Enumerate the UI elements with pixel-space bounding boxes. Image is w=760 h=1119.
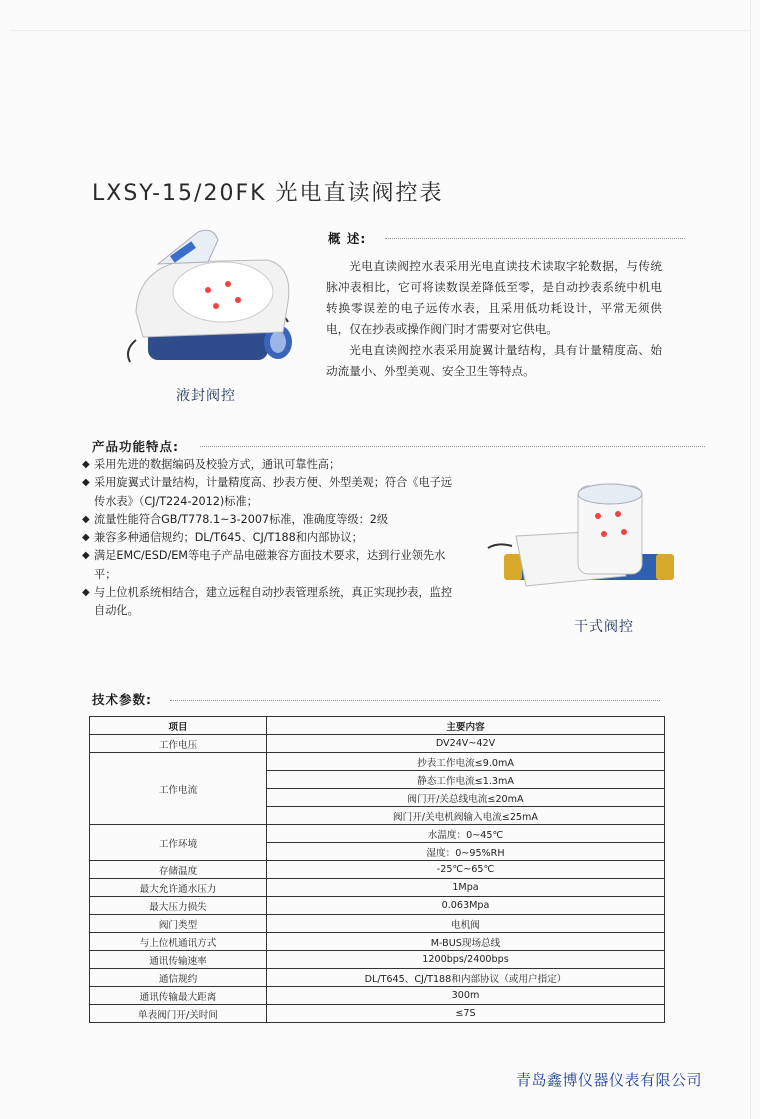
table-row <box>90 987 665 1005</box>
table-row <box>90 915 665 933</box>
overview-paragraph-2: 光电直读阀控水表采用旋翼计量结构，具有计量精度高、始动流量小、外型美观、安全卫生等特点。 <box>326 343 662 378</box>
overview-paragraph-1: 光电直读阀控水表采用光电直读技术读取字轮数据，与传统脉冲表相比，它可将读数误差降低至零，是自动抄表系统中机电转换零误差的电子远传水表，且采用低功耗设计，平常无须供电，仅在抄表或操作阀门时才需要对它供电。 <box>326 259 662 336</box>
diamond-bullet-icon: ◆ <box>82 477 90 489</box>
dry-type-meter-image <box>486 476 682 612</box>
row-label: 存储温度 <box>90 861 267 879</box>
table-row <box>90 951 665 969</box>
diamond-bullet-icon: ◆ <box>82 459 90 470</box>
row-value: 水温度：0~45℃ <box>267 825 665 843</box>
row-label: 工作电压 <box>90 735 267 753</box>
table-row <box>90 1005 665 1023</box>
page-edge <box>750 0 751 1119</box>
overview-heading: 概 述: <box>328 231 367 246</box>
table-row <box>90 897 665 915</box>
col-header-item: 项目 <box>90 717 267 735</box>
row-value: 阀门开/关电机阀输入电流≤25mA <box>267 807 665 825</box>
table-row <box>90 861 665 879</box>
feature-item <box>82 511 462 529</box>
row-label: 通讯传输最大距离 <box>90 987 267 1005</box>
feature-text: 采用旋翼式计量结构，计量精度高、抄表方便、外型美观；符合《电子远传水表》（CJ/T224-2012)标准； <box>94 476 453 508</box>
row-value: 静态工作电流≤1.3mA <box>267 771 665 789</box>
row-value: 300m <box>267 987 665 1005</box>
table-row <box>90 753 665 771</box>
features-dotted-rule <box>200 446 705 447</box>
spec-table <box>89 716 665 1023</box>
specs-heading: 技术参数: <box>92 692 152 707</box>
dry-type-caption: 干式阀控 <box>574 619 634 635</box>
feature-text: 流量性能符合GB/T778.1~3-2007标准，准确度等级：2级 <box>94 512 389 526</box>
table-row <box>90 933 665 951</box>
row-value: ≤7S <box>267 1005 665 1023</box>
table-row <box>90 735 665 753</box>
row-label: 最大允许通水压力 <box>90 879 267 897</box>
diamond-bullet-icon: ◆ <box>82 532 90 544</box>
row-label: 阀门类型 <box>90 915 267 933</box>
liquid-seal-caption: 液封阀控 <box>176 388 236 404</box>
liquid-seal-meter-image <box>118 222 298 372</box>
row-label: 单表阀门开/关时间 <box>90 1005 267 1023</box>
row-value: 0.063Mpa <box>267 897 665 915</box>
company-name: 青岛鑫博仪器仪表有限公司 <box>516 1071 703 1089</box>
row-label: 通信规约 <box>90 969 267 987</box>
feature-item <box>82 474 462 511</box>
feature-text: 满足EMC/ESD/EM等电子产品电磁兼容方面技术要求，达到行业领先水平； <box>94 549 446 581</box>
top-rule <box>10 30 750 31</box>
row-value: 阀门开/关总线电流≤20mA <box>267 789 665 807</box>
diamond-bullet-icon: ◆ <box>82 513 90 525</box>
row-label: 通讯传输速率 <box>90 951 267 969</box>
specs-dotted-rule <box>170 700 660 701</box>
feature-text: 与上位机系统相结合，建立远程自动抄表管理系统，真正实现抄表，监控自动化。 <box>94 586 453 618</box>
row-label: 工作电流 <box>90 753 267 825</box>
features-list <box>82 456 462 621</box>
row-label: 与上位机通讯方式 <box>90 933 267 951</box>
feature-item <box>82 529 462 547</box>
page-title: LXSY-15/20FK 光电直读阀控表 <box>92 181 444 206</box>
row-value: 电机阀 <box>267 915 665 933</box>
diamond-bullet-icon: ◆ <box>82 587 90 599</box>
diamond-bullet-icon: ◆ <box>82 550 90 562</box>
feature-item <box>82 584 462 621</box>
overview-dotted-rule <box>385 238 685 239</box>
row-value: 湿度：0~95%RH <box>267 843 665 861</box>
table-row <box>90 969 665 987</box>
table-row <box>90 879 665 897</box>
overview-text <box>326 256 662 382</box>
row-value: 抄表工作电流≤9.0mA <box>267 753 665 771</box>
feature-item <box>82 547 462 584</box>
row-value: DV24V~42V <box>267 735 665 753</box>
row-value: 1Mpa <box>267 879 665 897</box>
row-value: DL/T645、CJ/T188和内部协议（或用户指定） <box>267 969 665 987</box>
table-header-row <box>90 717 665 735</box>
feature-item <box>82 456 462 474</box>
col-header-content: 主要内容 <box>267 717 665 735</box>
table-row <box>90 825 665 843</box>
row-value: -25℃~65℃ <box>267 861 665 879</box>
row-label: 工作环境 <box>90 825 267 861</box>
row-label: 最大压力损失 <box>90 897 267 915</box>
row-value: M-BUS现场总线 <box>267 933 665 951</box>
feature-text: 兼容多种通信规约；DL/T645、CJ/T188和内部协议； <box>94 531 363 545</box>
feature-text: 采用先进的数据编码及校验方式，通讯可靠性高； <box>94 458 341 471</box>
features-heading: 产品功能特点: <box>92 439 179 454</box>
row-value: 1200bps/2400bps <box>267 951 665 969</box>
